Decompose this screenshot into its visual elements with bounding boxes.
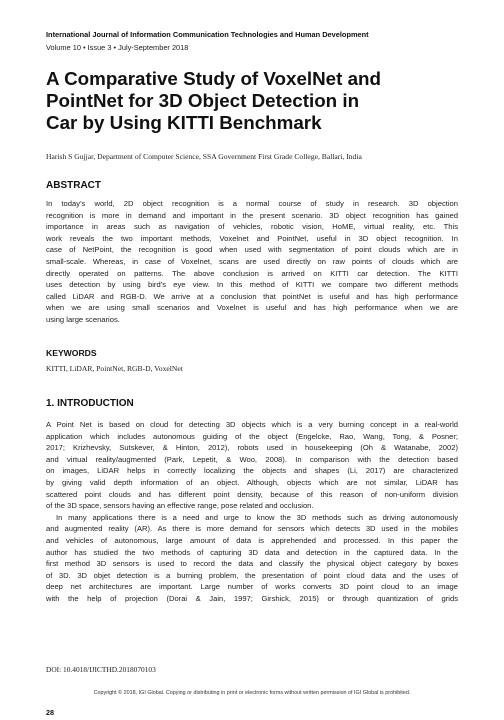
intro-line: and virtual reality/augmented (Park, Lepetit, & Woo, 2008). In comparison with the detection based [46, 454, 458, 464]
intro-line: scattered point clouds and has different point density, because of this reason of non-uniform division [46, 489, 458, 499]
journal-issue: Volume 10 • Issue 3 • July-September 2018 [46, 43, 189, 52]
title-line: A Comparative Study of VoxelNet and [46, 68, 381, 89]
page-number: 28 [46, 708, 54, 717]
intro-line: author has studied the two methods of capturing 3D data and detection in the captured data. In the [46, 547, 458, 557]
keywords-heading: KEYWORDS [46, 348, 97, 358]
abstract-line: small-scale. Whereas, in case of Voxelnet, scans are used directly on raw points of clouds which are [46, 256, 458, 266]
abstract-line: work reveals the two important methods, Voxelnet and PointNet, useful in 3D object recognition. In [46, 233, 458, 243]
title-line: PointNet for 3D Object Detection in [46, 90, 360, 111]
abstract-line: In today’s world, 2D object recognition is a normal course of study in research. 3D objection [46, 199, 458, 208]
intro-line: 2017; Krizhevsky, Sutskever, & Hinton, 2012), robots used in housekeeping (Oh & Watanabe, 2002) [46, 443, 458, 453]
intro-line: A Point Net is based on cloud for detecting 3D objects which is a very burning concept in a real-world [46, 420, 458, 429]
intro-line: and augmented reality (AR). As there is more demand for sensors which detects 3D used in the mobiles [46, 524, 458, 534]
abstract-line: recognition is more in demand and important in the present scenario. 3D object recognition has gained [46, 210, 458, 220]
intro-line: first method 3D sensors is used to record the data and classify the physical object category by boxes [46, 559, 458, 569]
introduction-heading: 1. INTRODUCTION [46, 398, 134, 409]
abstract-line: called LiDAR and RGB-D. We arrive at a conclusion that pointNet is useful and has high performance [46, 291, 458, 301]
paper-title [46, 68, 466, 134]
intro-line: In many applications there is a need and urge to know the 3D methods such as driving autonomously [56, 512, 458, 522]
abstract-line: case of NetPoint, the recognition is good when used with segmentation of point clouds which are in [46, 245, 458, 255]
intro-line: application which includes autonomous guiding of the object (Engelcke, Rao, Wang, Tong, & Posner; [46, 431, 458, 441]
intro-line: with the help of projection (Dorai & Jain, 1997; Girshick, 2015) or through quantization of grids [46, 593, 458, 603]
doi: DOI: 10.4018/IJICTHD.2018070103 [46, 665, 156, 674]
intro-line: deep net architectures are important. Large number of works converts 3D point cloud to an image [46, 582, 458, 592]
intro-line: by giving valid depth information of an object. Although, objects which are not similar, LiDAR has [46, 477, 458, 487]
abstract-line: importance in areas such as navigation of vehicles, robotic vision, HoME, virtual reality, etc. This [46, 222, 458, 232]
intro-line: of the 3D space, sensors having an effective range, pose related and occlusion. [46, 501, 314, 511]
author-affiliation: Harish S Gujjar, Department of Computer Science, SSA Government First Grade College, Ballari, India [46, 152, 362, 161]
abstract-heading: ABSTRACT [46, 180, 101, 191]
title-line: Car by Using KITTI Benchmark [46, 112, 322, 133]
abstract-line: using large scenarios. [46, 314, 120, 324]
abstract-line: directly operated on patterns. The above conclusion is arrived on KITTI car detection. The KITTI [46, 268, 458, 278]
introduction-body [46, 419, 458, 605]
abstract-body [46, 198, 458, 326]
journal-name: International Journal of Information Communication Technologies and Human Development [46, 30, 369, 39]
abstract-line: when we are using small scenarios and Voxelnet is useful and has high performance when we are [46, 303, 458, 313]
intro-line: on images, LiDAR helps in correctly localizing the objects and shapes (Li, 2017) are characterized [46, 466, 458, 476]
keywords-list: KITTI, LiDAR, PointNet, RGB-D, VoxelNet [46, 364, 183, 373]
intro-line: and vehicles of autonomous, large amount of data is apprehended and processed. In this paper the [46, 535, 458, 545]
intro-line: of 3D. 3D objet detection is a burning problem, the presentation of point cloud data and the uses of [46, 570, 458, 580]
copyright-notice: Copyright © 2018, IGI Global. Copying or distributing in print or electronic forms without written permission of IGI Global is prohibited. [93, 690, 411, 696]
abstract-line: uses detection by using bird’s eye view. In this method of KITTI we compare two different methods [46, 280, 458, 290]
